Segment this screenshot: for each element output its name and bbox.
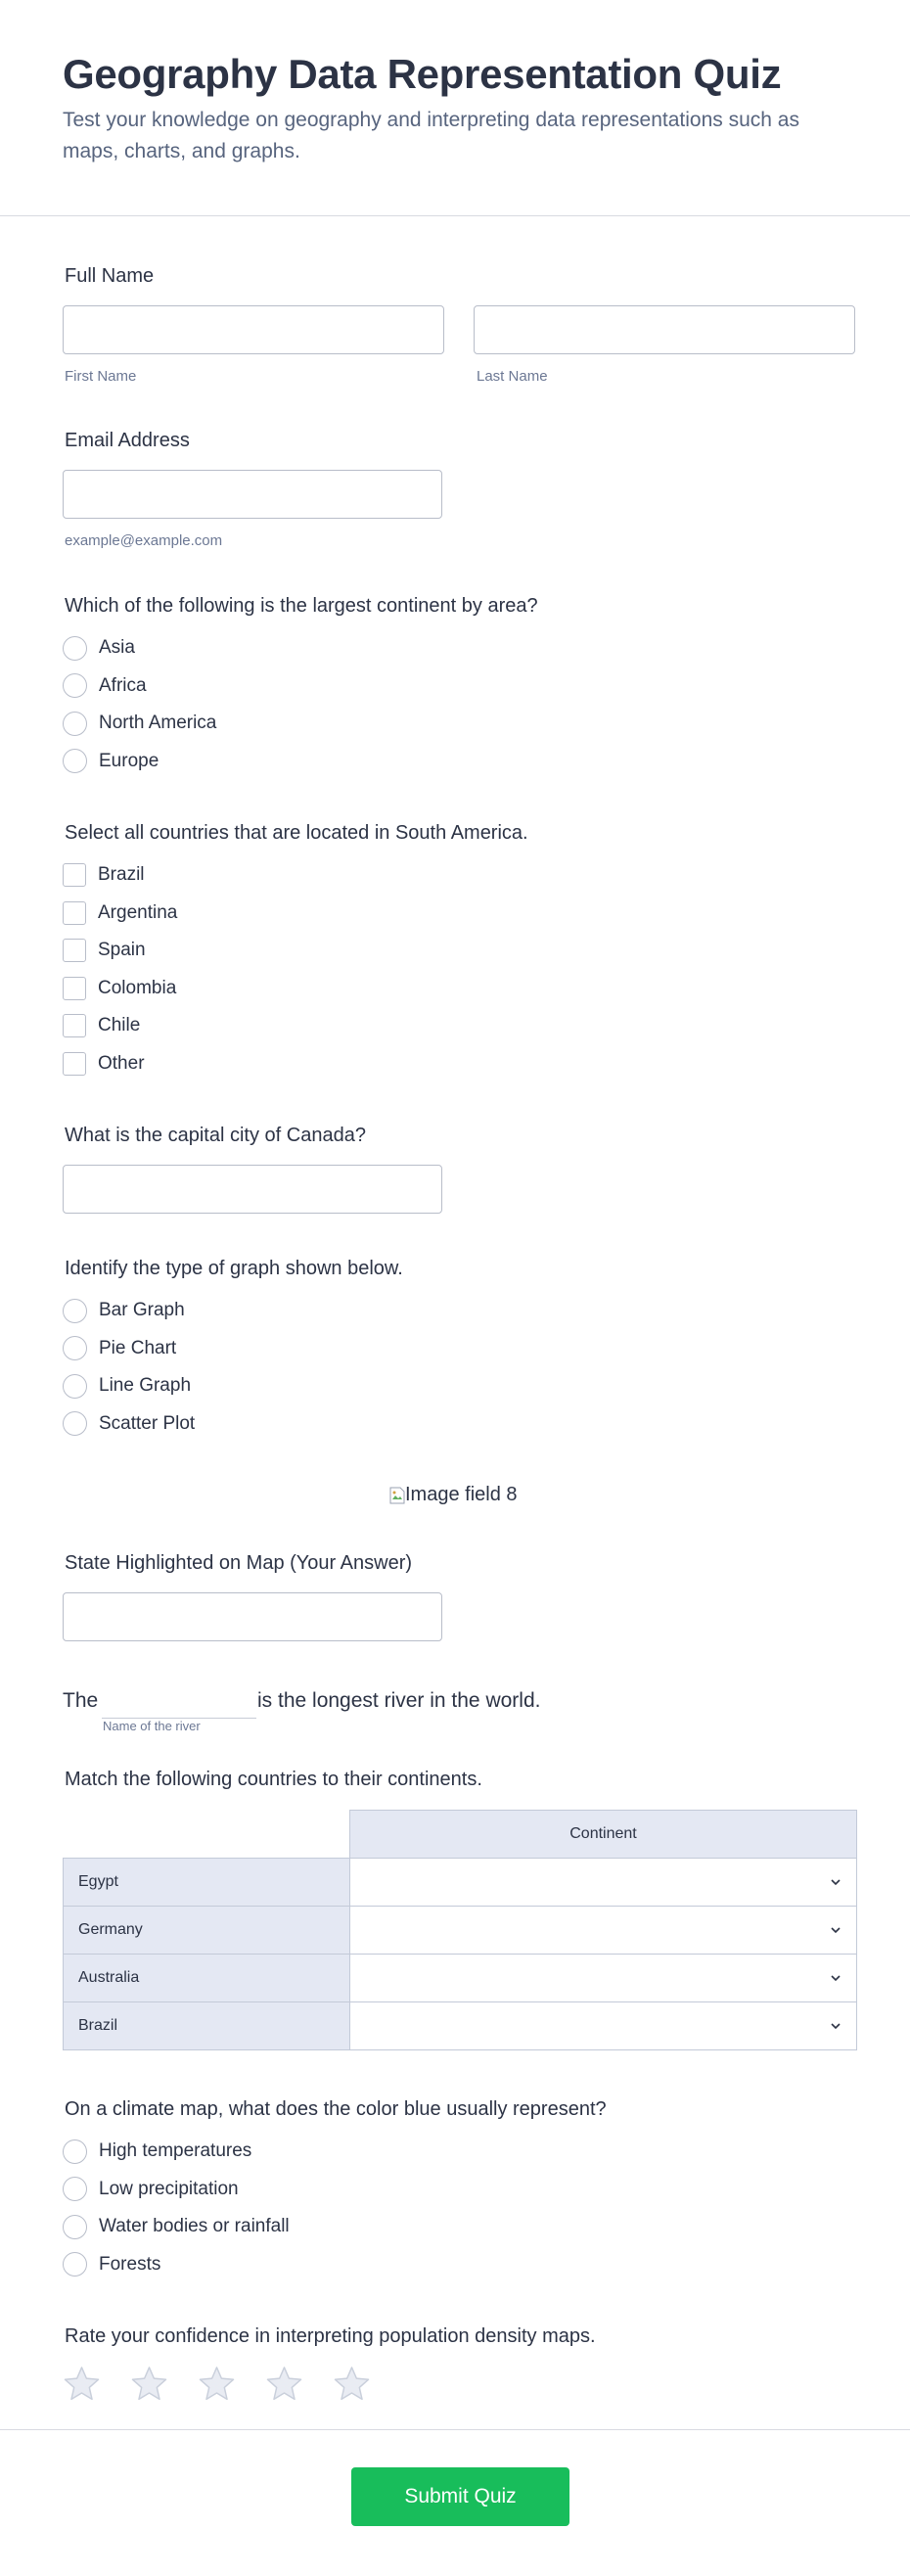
checkbox[interactable] bbox=[63, 1052, 86, 1076]
email-input[interactable] bbox=[63, 470, 442, 519]
chevron-down-icon bbox=[829, 2019, 842, 2033]
river-after-text: is the longest river in the world. bbox=[257, 1689, 541, 1712]
star-icon[interactable] bbox=[130, 2365, 168, 2403]
south-america-question-label: Select all countries that are located in South America. bbox=[65, 822, 528, 844]
continent-dropdown[interactable] bbox=[350, 1907, 857, 1955]
climate-option[interactable]: Forests bbox=[63, 2246, 290, 2284]
continent-option[interactable]: Europe bbox=[63, 743, 216, 781]
continent-dropdown[interactable] bbox=[350, 1955, 857, 2002]
radio-button[interactable] bbox=[63, 749, 87, 773]
radio-button[interactable] bbox=[63, 2177, 87, 2201]
star-icon[interactable] bbox=[63, 2365, 101, 2403]
rating-question-label: Rate your confidence in interpreting population density maps. bbox=[65, 2325, 596, 2347]
form-header bbox=[0, 0, 910, 216]
capital-input[interactable] bbox=[63, 1165, 442, 1214]
star-icon[interactable] bbox=[198, 2365, 236, 2403]
state-question-label: State Highlighted on Map (Your Answer) bbox=[65, 1552, 413, 1574]
graph-options bbox=[63, 1292, 195, 1443]
climate-option[interactable]: Low precipitation bbox=[63, 2171, 290, 2209]
graph-option[interactable]: Bar Graph bbox=[63, 1292, 195, 1330]
country-option[interactable]: Other bbox=[63, 1045, 177, 1083]
matrix-column-header: Continent bbox=[350, 1811, 857, 1859]
checkbox[interactable] bbox=[63, 863, 86, 887]
last-name-input[interactable] bbox=[474, 305, 855, 354]
page-title: Geography Data Representation Quiz bbox=[63, 51, 782, 97]
country-option[interactable]: Brazil bbox=[63, 856, 177, 895]
matrix-row-label: Australia bbox=[64, 1955, 350, 2002]
star-rating bbox=[63, 2365, 371, 2403]
continent-option[interactable]: Africa bbox=[63, 667, 216, 706]
river-sublabel: Name of the river bbox=[103, 1719, 201, 1733]
climate-question-label: On a climate map, what does the color blue usually represent? bbox=[65, 2098, 607, 2120]
climate-option[interactable]: High temperatures bbox=[63, 2133, 290, 2171]
radio-button[interactable] bbox=[63, 2215, 87, 2239]
match-matrix bbox=[63, 1810, 857, 2050]
climate-options bbox=[63, 2133, 290, 2283]
graph-option[interactable]: Scatter Plot bbox=[63, 1405, 195, 1444]
chevron-down-icon bbox=[829, 1971, 842, 1985]
checkbox[interactable] bbox=[63, 901, 86, 925]
south-america-options bbox=[63, 856, 177, 1082]
graph-option[interactable]: Pie Chart bbox=[63, 1330, 195, 1368]
radio-button[interactable] bbox=[63, 1374, 87, 1399]
graph-option[interactable]: Line Graph bbox=[63, 1367, 195, 1405]
checkbox[interactable] bbox=[63, 1014, 86, 1037]
chevron-down-icon bbox=[829, 1875, 842, 1889]
first-name-sublabel: First Name bbox=[65, 368, 137, 385]
continent-option[interactable]: Asia bbox=[63, 629, 216, 667]
star-icon[interactable] bbox=[333, 2365, 371, 2403]
radio-button[interactable] bbox=[63, 2139, 87, 2164]
river-blank-input[interactable] bbox=[102, 1689, 256, 1719]
radio-button[interactable] bbox=[63, 1336, 87, 1360]
submit-button[interactable]: Submit Quiz bbox=[351, 2467, 569, 2526]
image-alt-text: Image field 8 bbox=[405, 1484, 518, 1505]
chevron-down-icon bbox=[829, 1923, 842, 1937]
country-option[interactable]: Argentina bbox=[63, 895, 177, 933]
continent-dropdown[interactable] bbox=[350, 1859, 857, 1907]
continent-option[interactable]: North America bbox=[63, 705, 216, 743]
country-option[interactable]: Colombia bbox=[63, 970, 177, 1008]
full-name-label: Full Name bbox=[65, 265, 155, 287]
matrix-row-label: Egypt bbox=[64, 1859, 350, 1907]
form-footer bbox=[0, 2429, 910, 2576]
matrix-row-label: Germany bbox=[64, 1907, 350, 1955]
last-name-sublabel: Last Name bbox=[477, 368, 548, 385]
email-sublabel: example@example.com bbox=[65, 532, 223, 549]
country-option[interactable]: Chile bbox=[63, 1007, 177, 1045]
capital-question-label: What is the capital city of Canada? bbox=[65, 1125, 366, 1146]
radio-button[interactable] bbox=[63, 1411, 87, 1436]
graph-question-label: Identify the type of graph shown below. bbox=[65, 1258, 403, 1279]
match-question-label: Match the following countries to their continents. bbox=[65, 1769, 482, 1790]
email-label: Email Address bbox=[65, 430, 190, 451]
continent-dropdown[interactable] bbox=[350, 2002, 857, 2050]
broken-image-icon bbox=[389, 1487, 405, 1504]
image-field bbox=[389, 1484, 518, 1506]
climate-option[interactable]: Water bodies or rainfall bbox=[63, 2208, 290, 2246]
radio-button[interactable] bbox=[63, 673, 87, 698]
state-input[interactable] bbox=[63, 1592, 442, 1641]
radio-button[interactable] bbox=[63, 636, 87, 661]
radio-button[interactable] bbox=[63, 1299, 87, 1323]
matrix-corner bbox=[64, 1811, 350, 1859]
continent-options bbox=[63, 629, 216, 780]
river-before-text: The bbox=[63, 1689, 99, 1712]
checkbox[interactable] bbox=[63, 939, 86, 962]
page-subtitle: Test your knowledge on geography and interpreting data representations such as maps, charts, and graphs. bbox=[63, 109, 799, 162]
continent-question-label: Which of the following is the largest continent by area? bbox=[65, 595, 538, 617]
matrix-row-label: Brazil bbox=[64, 2002, 350, 2050]
radio-button[interactable] bbox=[63, 712, 87, 736]
checkbox[interactable] bbox=[63, 977, 86, 1000]
radio-button[interactable] bbox=[63, 2252, 87, 2277]
first-name-input[interactable] bbox=[63, 305, 444, 354]
country-option[interactable]: Spain bbox=[63, 932, 177, 970]
star-icon[interactable] bbox=[265, 2365, 303, 2403]
